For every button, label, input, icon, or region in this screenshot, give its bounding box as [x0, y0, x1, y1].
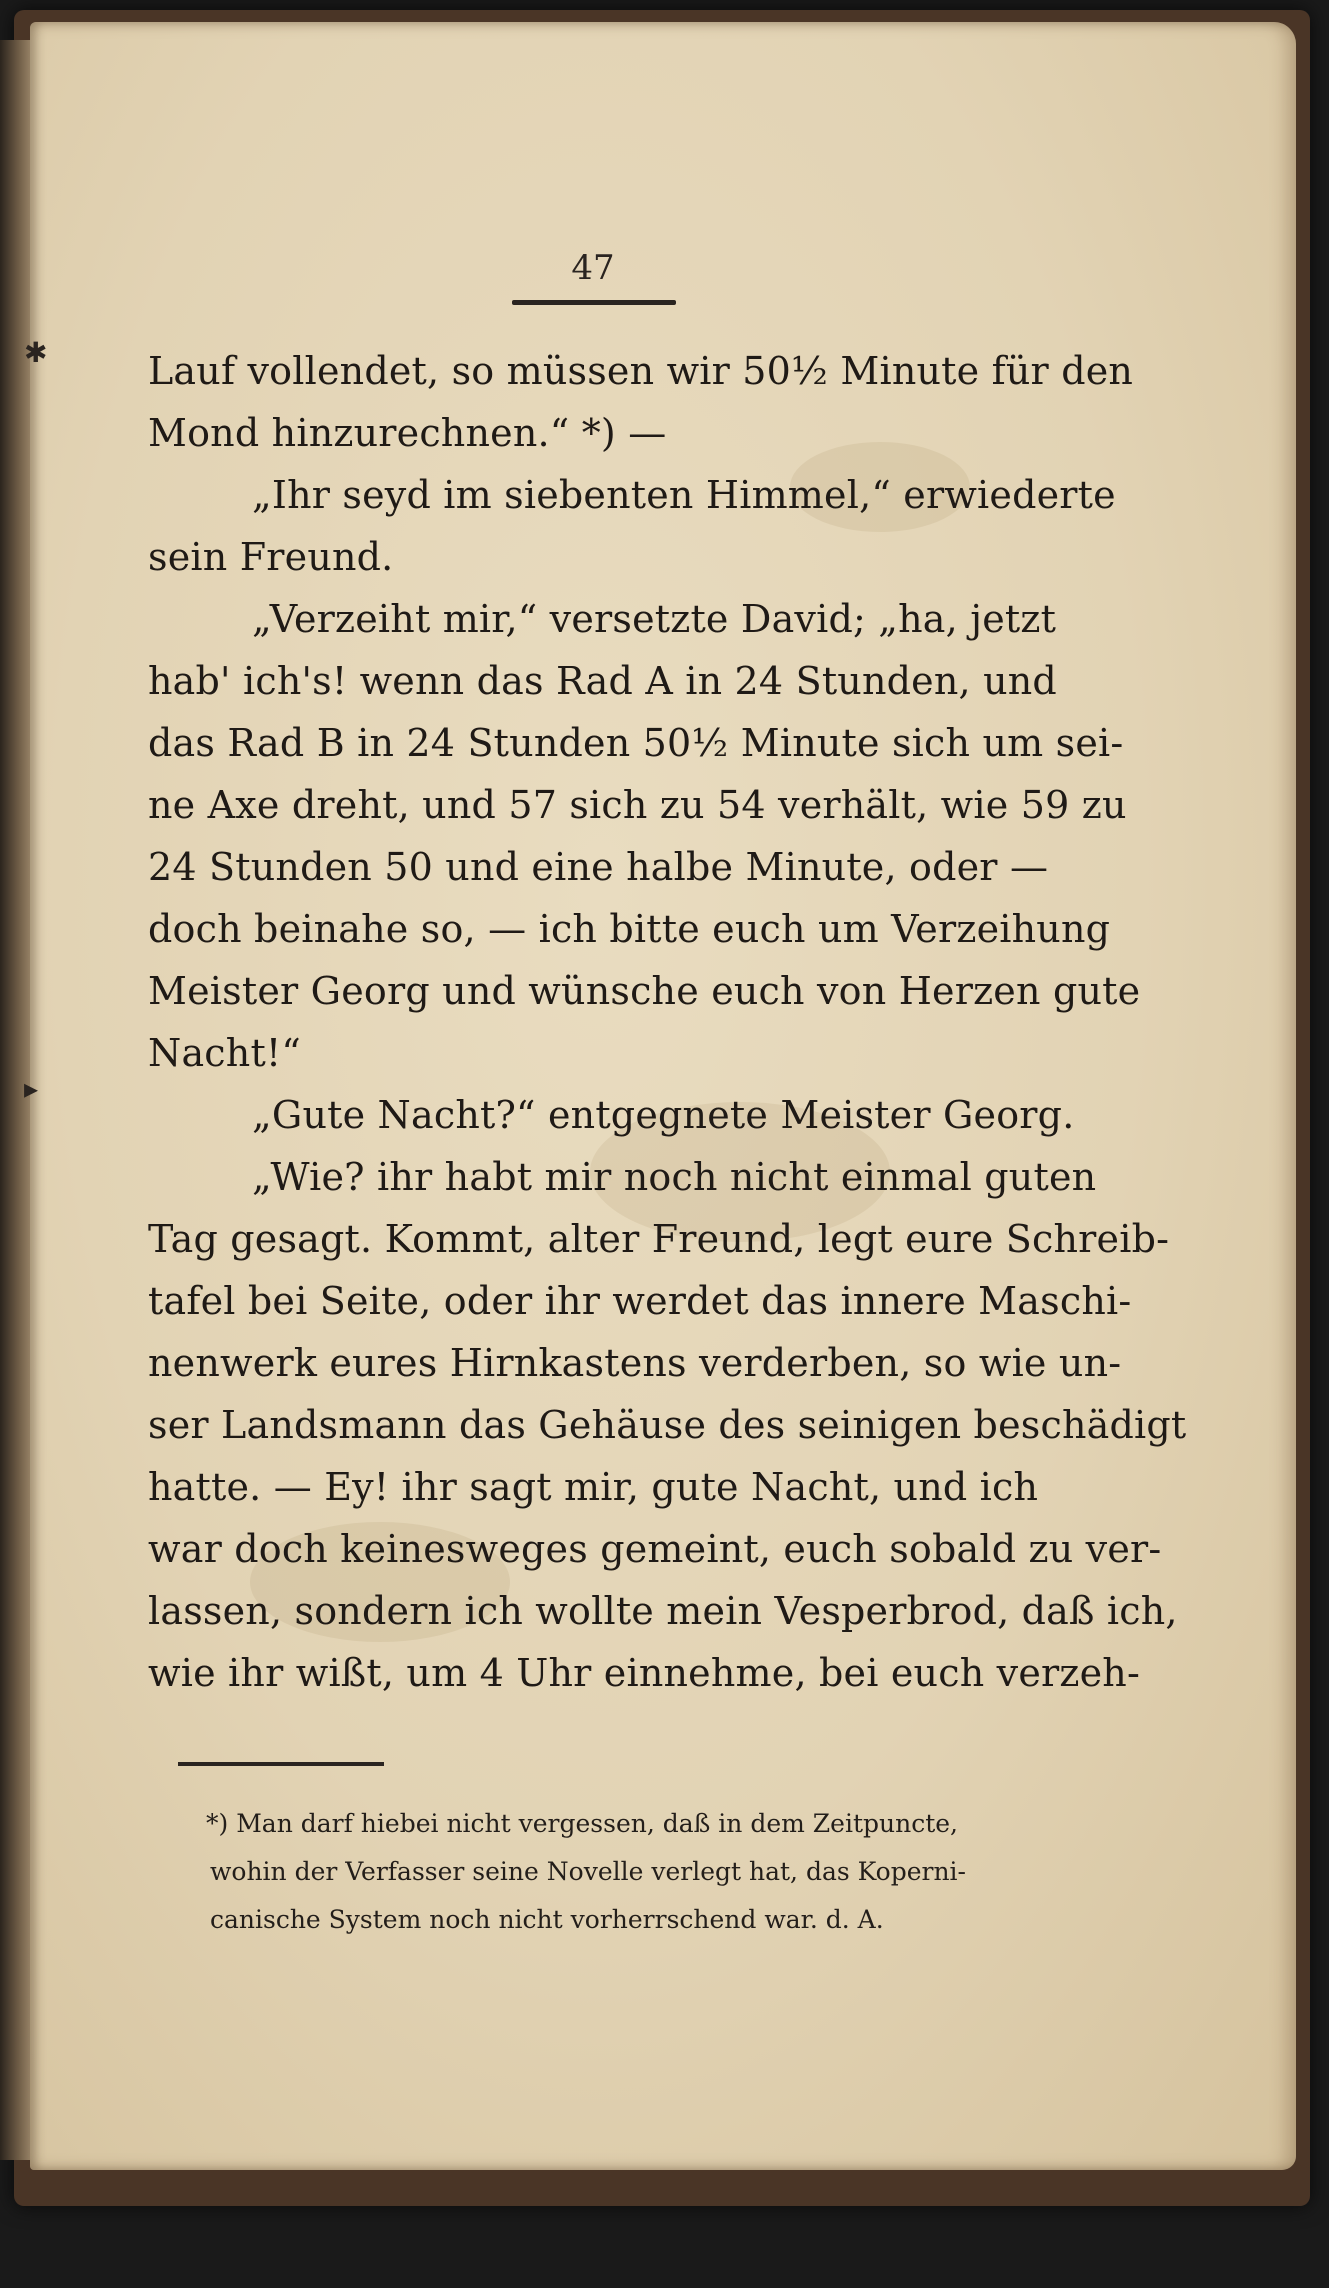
footnote — [206, 1800, 1110, 1944]
text-line: Meister Georg und wünsche euch von Herzen gute — [148, 969, 1141, 1013]
text-line: Lauf vollendet, so müssen wir 50½ Minute für den — [148, 349, 1134, 393]
text-line: war doch keinesweges gemeint, euch sobald zu ver- — [148, 1527, 1162, 1571]
footnote-line: *) Man darf hiebei nicht vergessen, daß in dem Zeitpuncte, — [206, 1809, 959, 1838]
text-line: „Ihr seyd im siebenten Himmel,“ erwiederte — [252, 473, 1116, 517]
text-line: hatte. — Ey! ihr sagt mir, gute Nacht, und ich — [148, 1465, 1039, 1509]
text-line: „Gute Nacht?“ entgegnete Meister Georg. — [252, 1093, 1075, 1137]
text-line: wie ihr wißt, um 4 Uhr einnehme, bei euch verzeh- — [148, 1651, 1141, 1695]
text-line: sein Freund. — [148, 535, 394, 579]
text-line: lassen, sondern ich wollte mein Vesperbrod, daß ich, — [148, 1589, 1178, 1633]
text-line: das Rad B in 24 Stunden 50½ Minute sich um sei- — [148, 721, 1124, 765]
header-rule — [512, 300, 676, 305]
text-line: hab' ich's! wenn das Rad A in 24 Stunden, und — [148, 659, 1057, 703]
text-line: ser Landsmann das Gehäuse des seinigen beschädigt — [148, 1403, 1187, 1447]
text-line: Tag gesagt. Kommt, alter Freund, legt eure Schreib- — [148, 1217, 1170, 1261]
body-text — [148, 340, 1187, 1704]
text-line: doch beinahe so, — ich bitte euch um Verzeihung — [148, 907, 1111, 951]
footnote-line: wohin der Verfasser seine Novelle verlegt hat, das Koperni- — [210, 1857, 966, 1886]
footnote-line: canische System noch nicht vorherrschend war. d. A. — [210, 1905, 884, 1934]
text-line: ne Axe dreht, und 57 sich zu 54 verhält, wie 59 zu — [148, 783, 1127, 827]
text-line: 24 Stunden 50 und eine halbe Minute, oder — — [148, 845, 1049, 889]
text-line: tafel bei Seite, oder ihr werdet das innere Maschi- — [148, 1279, 1132, 1323]
text-line: „Verzeiht mir,“ versetzte David; „ha, jetzt — [252, 597, 1057, 641]
text-line: Nacht!“ — [148, 1031, 302, 1075]
margin-mark: ▸ — [24, 1072, 39, 1105]
text-line: „Wie? ihr habt mir noch nicht einmal guten — [252, 1155, 1097, 1199]
footnote-rule — [178, 1762, 384, 1766]
text-line: nenwerk eures Hirnkastens verderben, so wie un- — [148, 1341, 1122, 1385]
margin-mark: ✱ — [24, 336, 48, 369]
page-number: 47 — [571, 248, 615, 288]
text-line: Mond hinzurechnen.“ *) — — [148, 411, 667, 455]
